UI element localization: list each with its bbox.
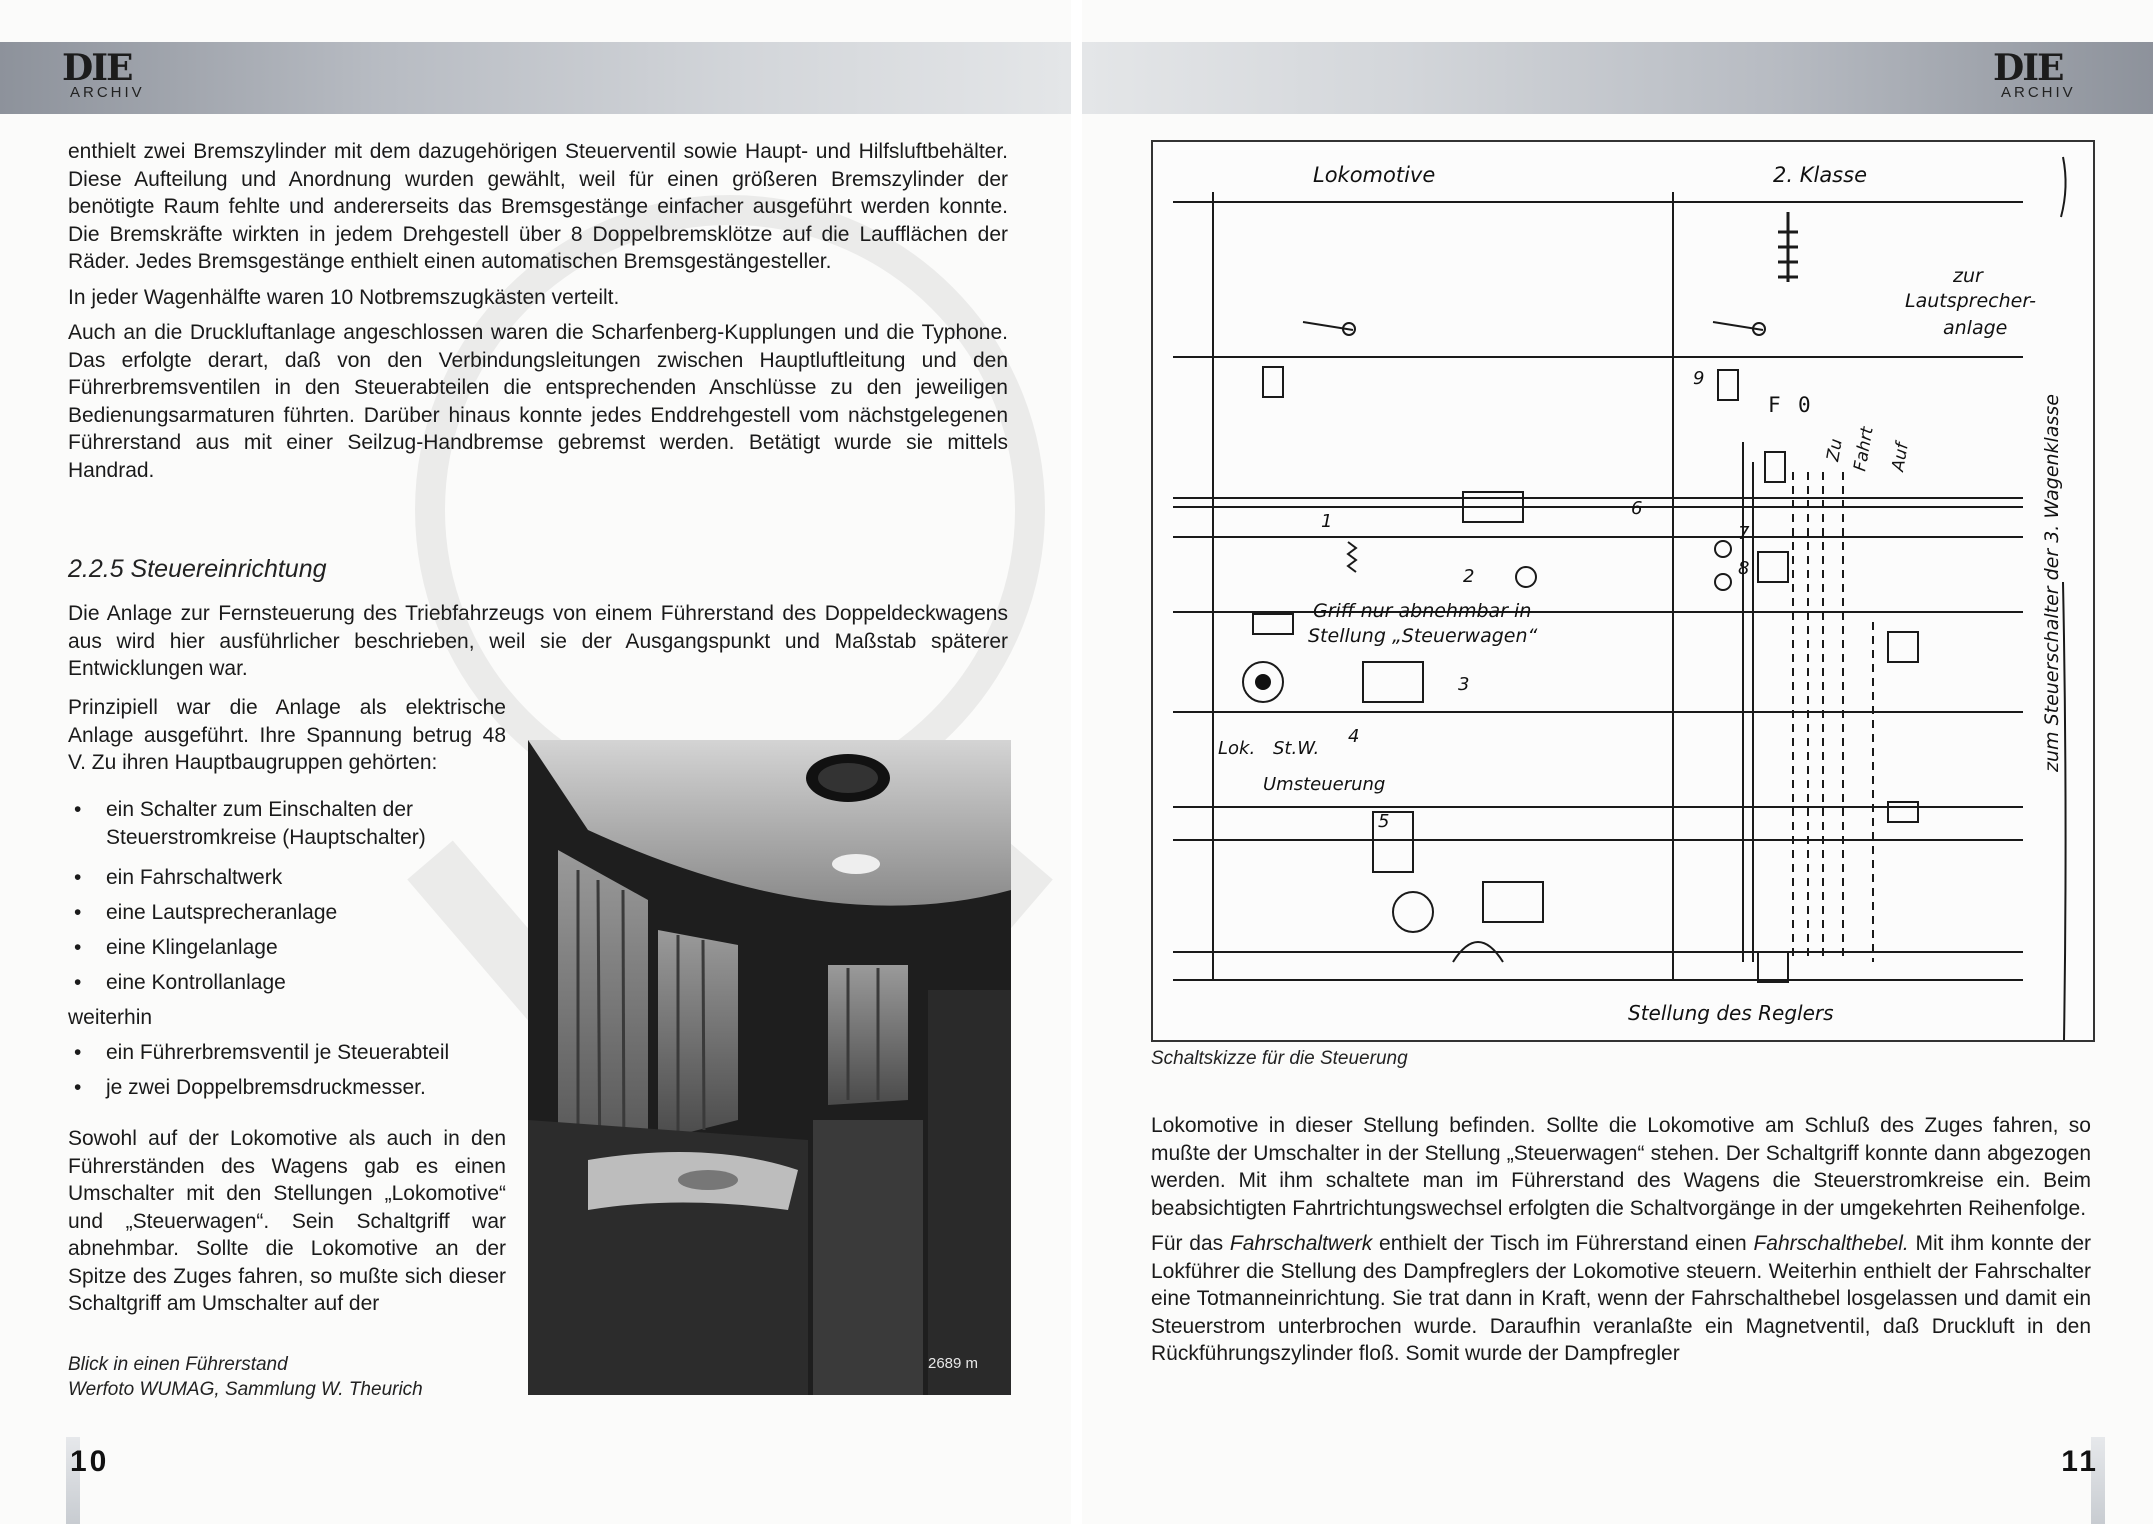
label-lokomotive: Lokomotive bbox=[1313, 163, 1436, 187]
text-run: Mit ihm konnte der Lokführer die Stellung des Dampfreglers der Lokomotive steuern. Weiterhin enthielt der Fahrschalter eine Totmanneinrichtung. Sie trat dann in Kraft, wenn der Fahrschalthebel losgelassen und damit ein Steuerstrom unterbrochen wurde. Daraufhin veranlaßte ein Magnetventil, daß Druckluft in den Rückführungszylinder floß. Somit wurde der Dampfregler bbox=[1151, 1232, 2091, 1365]
list-item: • ein Schalter zum Einschalten der Steuerstromkreise (Hauptschalter) bbox=[68, 796, 528, 852]
label-0: 0 bbox=[1798, 393, 1811, 417]
paragraph: In jeder Wagenhälfte waren 10 Notbremszugkästen verteilt. bbox=[68, 285, 620, 309]
section-intro bbox=[68, 600, 1008, 691]
page-number: 10 bbox=[70, 1445, 110, 1478]
logo-main-text: DIE bbox=[62, 47, 132, 89]
die-archiv-logo bbox=[62, 47, 172, 112]
photo-tag: 2689 m bbox=[928, 1355, 979, 1372]
list-item: • ein Führerbremsventil je Steuerabteil bbox=[68, 1035, 528, 1070]
right-body-text bbox=[1151, 1112, 2091, 1376]
text-run: Für das bbox=[1151, 1232, 1230, 1255]
paragraph: enthielt zwei Bremszylinder mit dem dazugehörigen Steuerventil sowie Haupt- und Hilfsluftbehälter. Diese Aufteilung und Anordnung wurden gewählt, weil für einen größeren Bremszylinder der benötigte Raum fehlte und andererseits das Bremsgestänge einfacher ausgeführt werden konnte. Die Bremskräfte wirkten in jedem Drehgestell über 8 Doppelbremsklötze auf die Laufflächen der Räder. Jedes Bremsgestänge enthielt einen automatischen Bremsgestängesteller. bbox=[68, 140, 1008, 273]
section-title: 2.2.5 Steuereinrichtung bbox=[68, 555, 327, 583]
label-zu: Zu bbox=[1823, 437, 1847, 463]
weiterhin-label: weiterhin bbox=[68, 1006, 153, 1029]
paragraph bbox=[1151, 1230, 2091, 1368]
label-side: zum Steuerschalter der 3. Wagenklasse bbox=[2041, 394, 2063, 772]
label-griff-line2: Stellung „Steuerwagen“ bbox=[1308, 625, 1538, 647]
closing-text: Sowohl auf der Lokomotive als auch in den Führerständen des Wagens gab es einen Umschalter mit den Stellungen „Lokomotive“ und „Steuerwagen“. Sein Schaltgriff war abnehmbar. Sollte die Lokomotive an der Spitze des Zuges fahren, so mußte sich dieser Schaltgriff am Umschalter auf der bbox=[68, 1127, 506, 1315]
paragraph: Auch an die Druckluftanlage angeschlossen waren die Scharfenberg-Kupplungen und die Typhone. Das erfolgte derart, daß von den Verbindungsleitungen zwischen Hauptluftleitung und den Führerbremsventilen in den Steuerabteilen die entsprechenden Anschlüsse zu den jeweiligen Bedienungsarmaturen führten. Darüber hinaus konnte jedes Enddrehgestell vom nächstgelegenen Führerstand aus mit einer Seilzug-Handbremse gebremst werden. Betätigt wurde sie mittels Handrad. bbox=[68, 321, 1008, 482]
label-regler: Stellung des Reglers bbox=[1628, 1001, 1834, 1025]
paragraph: Lokomotive in dieser Stellung befinden. Sollte die Lokomotive am Schluß des Zuges fahren, so mußte der Umschalter in der Stellung „Steuerwagen“ stehen. Der Schaltgriff konnte dann abgezogen werden. Mit ihm schaltete man im Führerstand des Wagens die Steuerstromkreise ein. Beim beabsichtigten Fahrtrichtungswechsel erfolgten die Schaltvorgänge in der umgekehrten Reihenfolge. bbox=[1151, 1114, 2091, 1220]
label-7: 7 bbox=[1738, 523, 1750, 544]
label-umsteuerung: Umsteuerung bbox=[1263, 774, 1386, 795]
label-klasse: 2. Klasse bbox=[1773, 163, 1867, 187]
list-item: • eine Klingelanlage bbox=[68, 930, 528, 965]
label-fahrt: Fahrt bbox=[1850, 425, 1878, 473]
label-zur: zur bbox=[1953, 265, 1983, 287]
list-item: • je zwei Doppelbremsdruckmesser. bbox=[68, 1070, 528, 1105]
text-run: enthielt der Tisch im Führerstand einen bbox=[1372, 1232, 1754, 1255]
label-griff-line1: Griff nur abnehmbar in bbox=[1313, 600, 1532, 622]
logo-main-text: DIE bbox=[1993, 47, 2063, 89]
label-2: 2 bbox=[1463, 566, 1475, 587]
logo-sub-text: ARCHIV bbox=[2001, 84, 2076, 101]
page-gutter bbox=[1071, 0, 1082, 1524]
label-anlage: anlage bbox=[1943, 317, 2008, 339]
logo-sub-text: ARCHIV bbox=[70, 84, 145, 101]
list-item: • ein Fahrschaltwerk bbox=[68, 860, 528, 895]
list-item: • eine Kontrollanlage bbox=[68, 965, 528, 1000]
photo-caption bbox=[68, 1352, 423, 1402]
label-lok: Lok. bbox=[1218, 738, 1256, 759]
label-5: 5 bbox=[1378, 811, 1390, 832]
label-4: 4 bbox=[1348, 726, 1360, 747]
label-6: 6 bbox=[1631, 498, 1643, 519]
paragraph: Die Anlage zur Fernsteuerung des Triebfahrzeugs von einem Führerstand des Doppeldeckwagens aus wird hier ausführlicher beschrieben, weil sie der Ausgangspunkt und Maßstab späterer Entwicklungen war. bbox=[68, 602, 1008, 680]
cab-photo-image bbox=[528, 740, 1011, 1395]
emphasis-fahrschaltwerk: Fahrschaltwerk bbox=[1229, 1232, 1373, 1255]
cab-photo bbox=[528, 740, 1011, 1395]
intro-text bbox=[68, 138, 1008, 492]
photo-caption-title: Blick in einen Führerstand bbox=[68, 1354, 288, 1375]
component-list bbox=[68, 796, 528, 1105]
page-number: 11 bbox=[2061, 1445, 2099, 1478]
schematic-drawing bbox=[1153, 142, 2093, 1040]
list-item: • eine Lautsprecheranlage bbox=[68, 895, 528, 930]
label-1: 1 bbox=[1321, 511, 1333, 532]
principle-text: Prinzipiell war die Anlage als elektrische Anlage ausgeführt. Ihre Spannung betrug 48 V. Zu ihren Hauptbaugruppen gehörten: bbox=[68, 696, 506, 774]
label-8: 8 bbox=[1738, 558, 1750, 579]
die-archiv-logo bbox=[1993, 47, 2103, 112]
right-page bbox=[1082, 0, 2153, 1524]
label-3: 3 bbox=[1458, 674, 1470, 695]
label-9: 9 bbox=[1693, 368, 1705, 389]
photo-caption-credit: Werfoto WUMAG, Sammlung W. Theurich bbox=[68, 1379, 423, 1400]
label-f: F bbox=[1768, 393, 1781, 417]
label-lautsprecher: Lautsprecher- bbox=[1905, 290, 2036, 312]
control-circuit-schematic bbox=[1151, 140, 2095, 1042]
schematic-caption: Schaltskizze für die Steuerung bbox=[1151, 1048, 1408, 1069]
label-stw: St.W. bbox=[1273, 738, 1320, 759]
left-page bbox=[0, 0, 1071, 1524]
emphasis-fahrschalthebel: Fahrschalthebel. bbox=[1753, 1232, 1909, 1255]
label-auf: Auf bbox=[1888, 441, 1913, 473]
